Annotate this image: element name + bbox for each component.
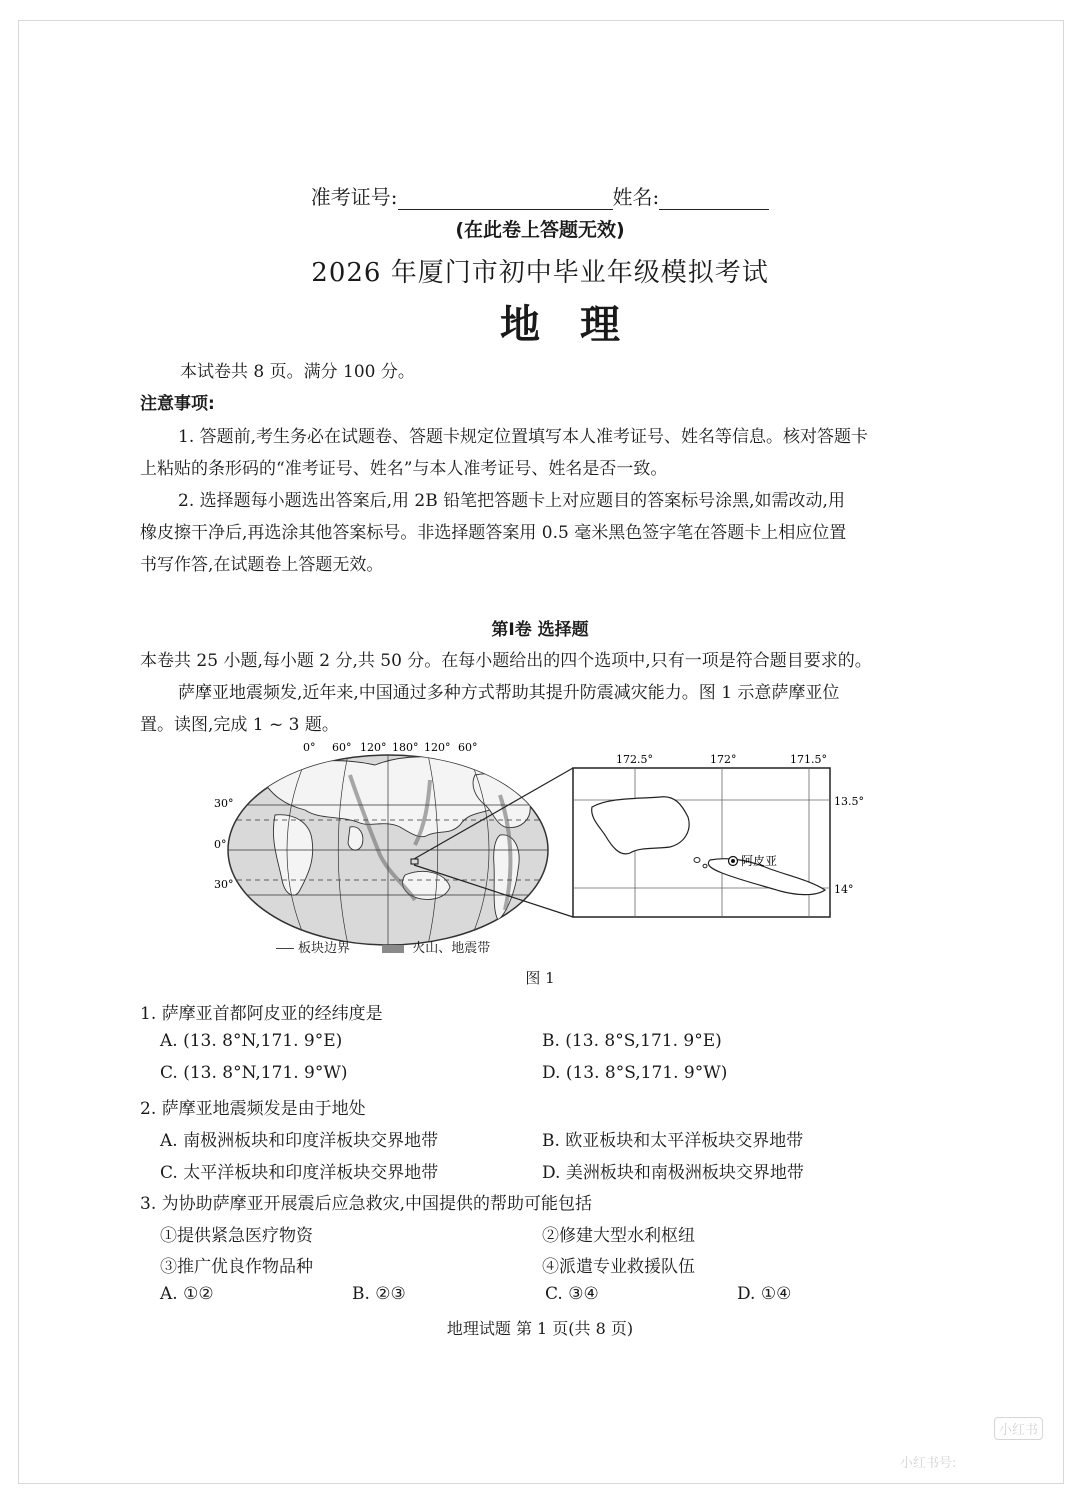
- q1-option-d[interactable]: D. (13. 8°S,171. 9°W): [542, 1063, 728, 1083]
- figure-legend: [276, 937, 490, 956]
- name-blank[interactable]: [659, 187, 769, 210]
- q3-item-3: ③推广优良作物品种: [160, 1257, 313, 1277]
- inset-lat-1: 14°: [834, 883, 854, 896]
- figure-1-map: [200, 735, 880, 970]
- notice-title: 注意事项:: [140, 394, 215, 414]
- inset-lon-0: 172.5°: [616, 753, 653, 766]
- inset-lat-0: 13.5°: [834, 795, 864, 808]
- notice-line-5: 书写作答,在试题卷上答题无效。: [140, 555, 384, 575]
- q3-option-c[interactable]: C. ③④: [545, 1284, 599, 1304]
- world-lat-2: 30°: [214, 878, 234, 891]
- figure-caption: 图 1: [525, 969, 555, 987]
- stem-line-1: 萨摩亚地震频发,近年来,中国通过多种方式帮助其提升防震减灾能力。图 1 示意萨摩亚位: [178, 683, 840, 703]
- world-lon-3: 180°: [392, 741, 419, 754]
- notice-line-3: 2. 选择题每小题选出答案后,用 2B 铅笔把答题卡上对应题目的答案标号涂黑,如需改动,用: [178, 491, 845, 511]
- id-label: 准考证号:: [310, 185, 398, 209]
- q3-stem: 3. 为协助萨摩亚开展震后应急救灾,中国提供的帮助可能包括: [140, 1194, 593, 1214]
- world-lat-0: 30°: [214, 797, 234, 810]
- section-title: 第Ⅰ卷 选择题: [491, 620, 589, 640]
- id-blank[interactable]: [398, 187, 613, 210]
- q2-option-b[interactable]: B. 欧亚板块和太平洋板块交界地带: [542, 1131, 804, 1151]
- world-lat-1: 0°: [214, 838, 227, 851]
- intro-text: 本试卷共 8 页。满分 100 分。: [180, 362, 415, 382]
- q1-option-a[interactable]: A. (13. 8°N,171. 9°E): [160, 1031, 343, 1051]
- world-lon-1: 60°: [332, 741, 352, 754]
- belt-legend-swatch: [382, 945, 404, 953]
- inset-lon-2: 171.5°: [790, 753, 827, 766]
- stem-line-2: 置。读图,完成 1 ~ 3 题。: [140, 715, 339, 735]
- q2-stem: 2. 萨摩亚地震频发是由于地处: [140, 1099, 366, 1119]
- legend-boundary: 板块边界: [298, 941, 351, 956]
- q3-item-1: ①提供紧急医疗物资: [160, 1226, 313, 1246]
- exam-title: 2026 年厦门市初中毕业年级模拟考试: [311, 258, 769, 288]
- watermark-logo: 小红书: [994, 1417, 1043, 1440]
- q2-option-c[interactable]: C. 太平洋板块和印度洋板块交界地带: [160, 1163, 439, 1183]
- world-map: [214, 741, 548, 945]
- q2-option-d[interactable]: D. 美洲板块和南极洲板块交界地带: [542, 1163, 804, 1183]
- q3-option-d[interactable]: D. ①④: [737, 1284, 792, 1304]
- notice-line-1: 1. 答题前,考生务必在试题卷、答题卡规定位置填写本人准考证号、姓名等信息。核对答题卡: [178, 427, 869, 447]
- subject-title: 地理: [500, 302, 660, 348]
- world-lon-5: 60°: [458, 741, 478, 754]
- q1-stem: 1. 萨摩亚首都阿皮亚的经纬度是: [140, 1004, 383, 1024]
- candidate-info-line: [0, 181, 1080, 210]
- q1-option-c[interactable]: C. (13. 8°N,171. 9°W): [160, 1063, 348, 1083]
- boundary-legend-line: [276, 948, 294, 949]
- notice-line-2: 上粘贴的条形码的“准考证号、姓名”与本人准考证号、姓名是否一致。: [140, 459, 668, 479]
- inset-lon-1: 172°: [710, 753, 737, 766]
- page-footer: 地理试题 第 1 页(共 8 页): [446, 1319, 634, 1338]
- q3-item-2: ②修建大型水利枢纽: [542, 1226, 695, 1246]
- watermark-id: 小红书号:: [900, 1456, 957, 1471]
- world-lon-0: 0°: [303, 741, 316, 754]
- q3-item-4: ④派遣专业救援队伍: [542, 1257, 695, 1277]
- notice-line-4: 橡皮擦干净后,再选涂其他答案标号。非选择题答案用 0.5 毫米黑色签字笔在答题卡上相应位置: [140, 523, 847, 543]
- q3-option-a[interactable]: A. ①②: [160, 1284, 214, 1304]
- legend-belt: 火山、地震带: [412, 941, 491, 956]
- q2-option-a[interactable]: A. 南极洲板块和印度洋板块交界地带: [160, 1131, 439, 1151]
- apia-label: 阿皮亚: [741, 854, 778, 868]
- section-desc: 本卷共 25 小题,每小题 2 分,共 50 分。在每小题给出的四个选项中,只有一项是符合题目要求的。: [140, 651, 872, 671]
- invalid-note: (在此卷上答题无效): [455, 219, 625, 241]
- q1-option-b[interactable]: B. (13. 8°S,171. 9°E): [542, 1031, 722, 1051]
- world-lon-4: 120°: [424, 741, 451, 754]
- name-label: 姓名:: [612, 185, 660, 209]
- world-lon-2: 120°: [360, 741, 387, 754]
- samoa-inset-map: [573, 753, 864, 917]
- q3-option-b[interactable]: B. ②③: [352, 1284, 406, 1304]
